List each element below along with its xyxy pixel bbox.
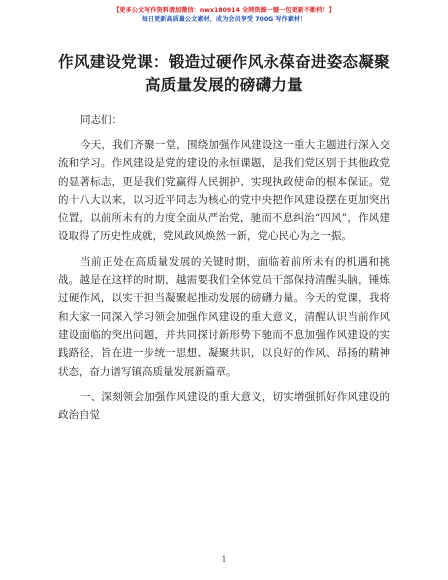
banner-line-blue: 每日更新高质量公文素材，成为会员享受 700G 写作素材！: [141, 16, 307, 23]
body-paragraph-1: 今天，我们齐聚一堂，围绕加强作风建设这一重大主题进行深入交流和学习。作风建设是党的建设的永恒课题，是我们党区别于其他政党的显著标志，更是我们党赢得人民拥护、实现执政使命的根本保证。党的十八大以来，以习近平同志为核心的党中央把作风建设摆在更加突出位置，以前所未有的力度全面从严治党，驰而不息纠治“四风”，作风建设取得了历史性成就，党风政风焕然一新，党心民心为之一振。: [58, 139, 390, 243]
body-paragraph-2: 当前正处在高质量发展的关键时期，面临着前所未有的机遇和挑战。越是在这样的时期，越需要我们全体党员干部保持清醒头脑，锤炼过硬作风，以实干担当凝聚起推动发展的磅礴力量。今天的党课，我将和大家一同深入学习领会加强作风建设的重大意义，清醒认识当前作风建设面临的突出问题，并共同探讨新形势下驰而不息加强作风建设的实践路径，旨在进一步统一思想、凝聚共识，以良好的作风、昂扬的精神状态，奋力谱写镇高质量发展新篇章。: [58, 255, 390, 378]
banner-line-red: 【更多公文写作资料请加微信：nwx180914 全网资源一键一包更新不断档！】: [113, 7, 335, 14]
document-title: 作风建设党课：锻造过硬作风永葆奋进姿态凝聚高质量发展的磅礴力量: [58, 53, 390, 94]
section-heading-1: 一、深刻领会加强作风建设的重大意义，切实增强抓好作风建设的政治自觉: [58, 390, 390, 422]
salutation: 同志们：: [80, 114, 122, 126]
page-number: 1: [221, 555, 227, 564]
promo-banner: [58, 6, 390, 24]
